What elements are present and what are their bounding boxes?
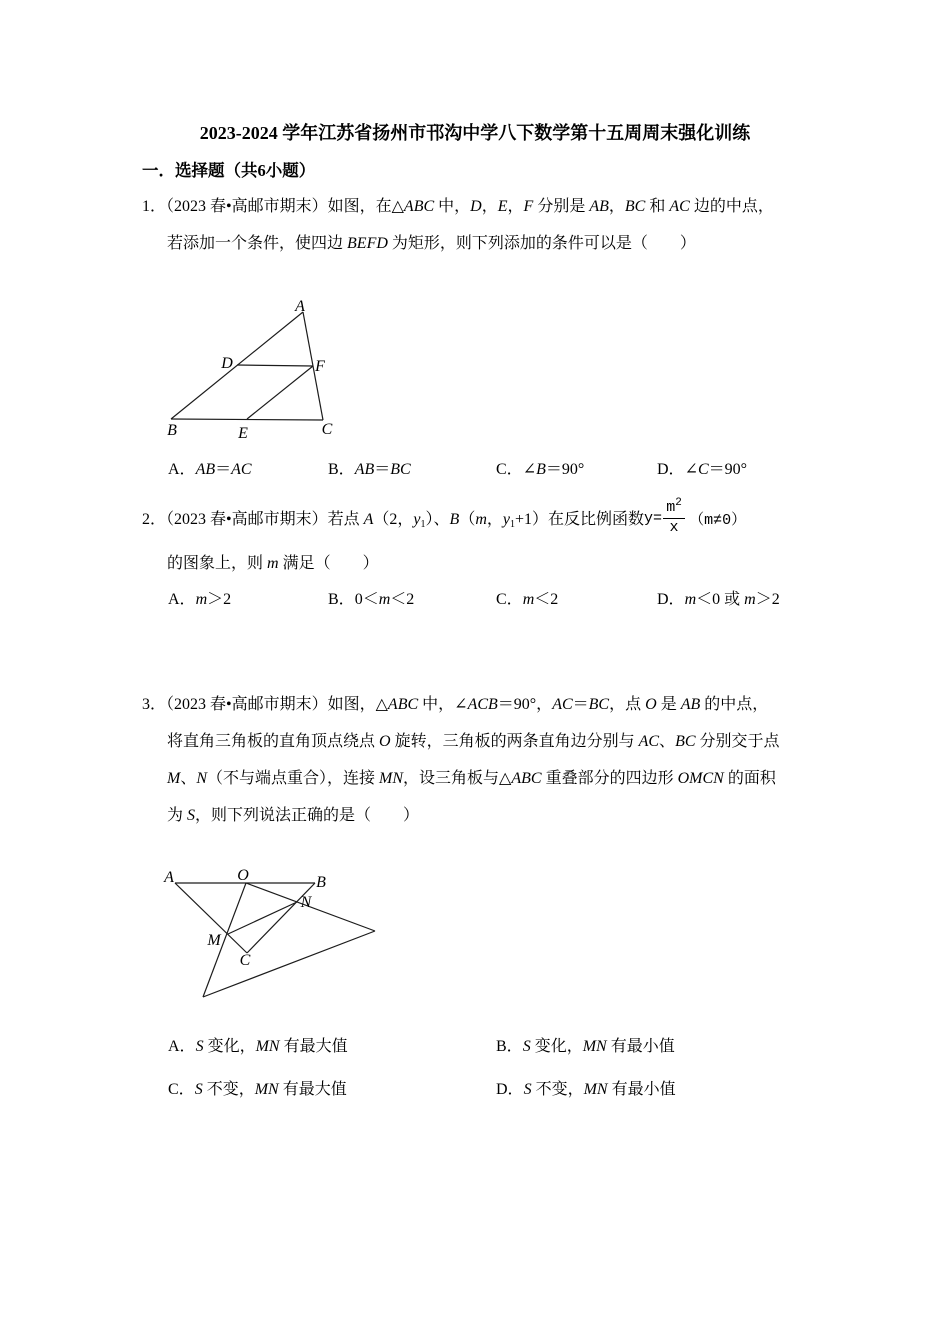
- formula-numerator: $m^2$: [666, 497, 682, 516]
- q1-option-c-content: ∠B＝90°: [522, 461, 585, 478]
- question-2: [142, 493, 746, 543]
- question-1-line-2: 若添加一个条件，使四边 BEFD 为矩形，则下列添加的条件可以是（ ）: [167, 235, 696, 252]
- question-3: [142, 686, 780, 834]
- q3-option-d-content: S 不变，MN 有最小值: [523, 1081, 676, 1098]
- q3-option-a-content: S 变化，MN 有最大值: [195, 1038, 348, 1055]
- vertex-label-M: M: [207, 932, 221, 949]
- segment-EF: [247, 366, 313, 419]
- question-3-line-1: 3．（2023 春•高邮市期末）如图，△ABC 中，∠ACB＝90°，AC＝BC，点 O 是 AB 的中点，: [142, 696, 769, 713]
- vertex-label-A: A: [295, 298, 305, 315]
- question-1-figure-triangle-midpoints: [160, 295, 350, 450]
- vertex-label-D: D: [221, 355, 233, 372]
- formula-denominator: x: [669, 519, 679, 536]
- q3-option-b-content: S 变化，MN 有最小值: [522, 1038, 675, 1055]
- question-1-line-1: 1．（2023 春•高邮市期末）如图，在△ABC 中，D，E，F 分别是 AB，BC 和 AC 边的中点，: [142, 198, 774, 215]
- q2-option-c: [496, 590, 558, 610]
- q1-option-b-content: AB＝BC: [354, 461, 411, 478]
- q2-option-a-label: A．: [168, 591, 196, 608]
- question-1: [142, 188, 774, 262]
- q1-option-d: [657, 460, 747, 480]
- vertex-label-F: F: [315, 358, 325, 375]
- vertex-label-E: E: [238, 425, 248, 442]
- side-BC: [171, 419, 323, 420]
- q3-option-a: [168, 1037, 348, 1057]
- inverse-proportion-formula: [644, 497, 747, 536]
- q2-option-b-content: 0＜m＜2: [354, 591, 415, 608]
- question-3-figure-rotating-setsquare: [160, 865, 390, 1005]
- vertex-label-C: C: [321, 421, 333, 438]
- section-heading-choice-questions: 一．选择题（共6小题）: [142, 161, 316, 180]
- formula-lhs: y=: [644, 509, 663, 527]
- q3-option-c: [168, 1080, 347, 1100]
- formula-exponent: 2: [675, 497, 682, 509]
- q1-option-a-label: A．: [168, 461, 196, 478]
- q2-option-b: [328, 590, 414, 610]
- q3-option-d: [496, 1080, 676, 1100]
- q1-option-b-label: B．: [328, 461, 355, 478]
- q3-option-d-label: D．: [496, 1081, 524, 1098]
- q2-option-a-content: m＞2: [195, 591, 232, 608]
- question-2-line-2: 的图象上，则 m 满足（ ）: [167, 555, 379, 572]
- question-3-line-2: 将直角三角板的直角顶点绕点 O 旋转，三角板的两条直角边分别与 AC、BC 分别交于点: [167, 733, 780, 750]
- formula-fraction: [663, 497, 685, 536]
- segment-MN: [228, 902, 297, 934]
- q1-option-d-content: ∠C＝90°: [684, 461, 748, 478]
- q1-option-b: [328, 460, 411, 480]
- q3-option-a-label: A．: [168, 1038, 196, 1055]
- vertex-label-O: O: [237, 867, 249, 884]
- q1-option-c: [496, 460, 584, 480]
- vertex-label-B: B: [167, 422, 177, 439]
- q1-option-c-label: C．: [496, 461, 523, 478]
- q1-option-d-label: D．: [657, 461, 685, 478]
- vertex-label-A: A: [164, 869, 174, 886]
- formula-condition: （m≠0）: [689, 511, 747, 529]
- q2-option-d-content: m＜0 或 m＞2: [684, 591, 780, 608]
- setsquare-hypotenuse: [203, 931, 375, 997]
- q3-option-c-label: C．: [168, 1081, 195, 1098]
- document-title: 2023-2024 学年江苏省扬州市邗沟中学八下数学第十五周周末强化训练: [199, 123, 751, 143]
- q2-option-c-content: m＜2: [522, 591, 559, 608]
- q3-option-c-content: S 不变，MN 有最大值: [194, 1081, 347, 1098]
- q2-option-d: [657, 590, 780, 610]
- question-3-line-4: 为 S，则下列说法正确的是（ ）: [167, 807, 420, 824]
- question-2-line-2-wrap: [167, 545, 379, 582]
- q2-option-d-label: D．: [657, 591, 685, 608]
- q1-option-a-content: AB＝AC: [195, 461, 252, 478]
- q2-option-b-label: B．: [328, 591, 355, 608]
- q1-option-a: [168, 460, 252, 480]
- vertex-label-B: B: [316, 874, 326, 891]
- q2-option-a: [168, 590, 231, 610]
- question-3-line-3: M、N（不与端点重合），连接 MN，设三角板与△ABC 重叠部分的四边形 OMCN 的面积: [167, 770, 776, 787]
- q2-option-c-label: C．: [496, 591, 523, 608]
- q3-option-b-label: B．: [496, 1038, 523, 1055]
- question-2-line-1: 2．（2023 春•高邮市期末）若点 A（2，y1）、B（m，y1+1）在反比例函数: [142, 511, 645, 530]
- vertex-label-N: N: [300, 894, 312, 911]
- vertex-label-C: C: [239, 952, 251, 969]
- segment-DF: [237, 365, 313, 366]
- q3-option-b: [496, 1037, 675, 1057]
